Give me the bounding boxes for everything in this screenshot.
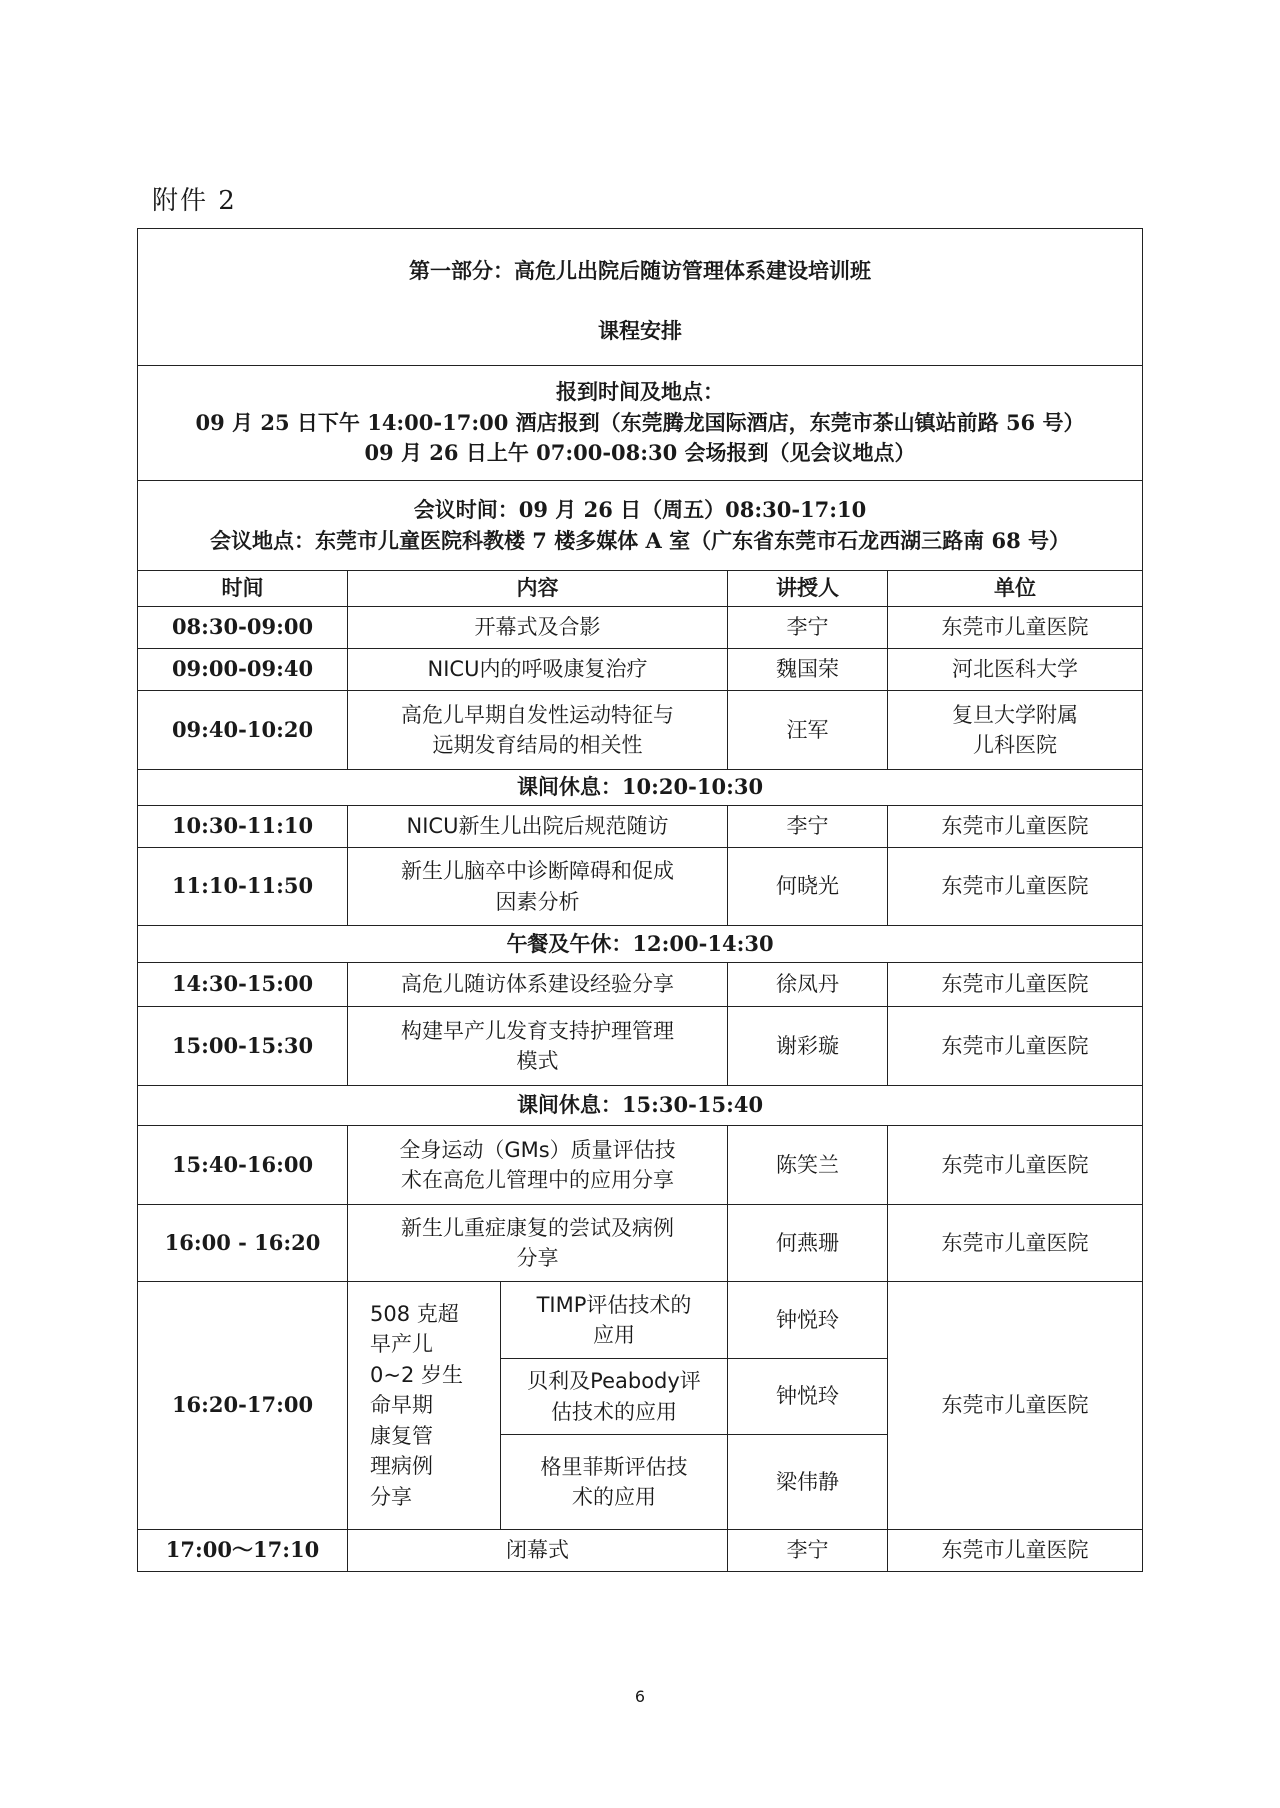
- content-line: 新生儿脑卒中诊断障碍和促成: [401, 859, 674, 884]
- row-time: 09:00-09:40: [138, 649, 348, 691]
- row-time: 14:30-15:00: [138, 963, 348, 1007]
- content-line: 贝利及Peabody评: [527, 1369, 701, 1394]
- content-line: 估技术的应用: [551, 1399, 677, 1424]
- meeting-cell: [138, 481, 1143, 571]
- content-line: 高危儿随访体系建设经验分享: [401, 972, 674, 997]
- row-speaker: 何燕珊: [728, 1205, 888, 1282]
- row-speaker: 魏国荣: [728, 649, 888, 691]
- registration-heading: 报到时间及地点：: [556, 379, 724, 405]
- row-content: [348, 1205, 728, 1282]
- content-line: 分享: [516, 1246, 559, 1270]
- header-speaker: 讲授人: [728, 571, 888, 607]
- registration-line-2: 09 月 26 日上午 07:00-08:30 会场报到（见会议地点）: [364, 440, 916, 466]
- content-line: 全身运动（GMs）质量评估技: [399, 1137, 676, 1162]
- break-row: [138, 1086, 1143, 1126]
- row-speaker: 李宁: [728, 607, 888, 649]
- row-time: 11:10-11:50: [138, 848, 348, 926]
- title-line-2: 课程安排: [598, 318, 682, 343]
- table-row: [138, 1126, 1143, 1205]
- unit-line: 儿科医院: [973, 733, 1057, 757]
- table-row: [138, 1205, 1143, 1282]
- row-speaker: 李宁: [728, 806, 888, 848]
- content-line: NICU新生儿出院后规范随访: [406, 814, 669, 839]
- break-label: 午餐及午休：12:00-14:30: [138, 926, 1143, 963]
- closing-row: [138, 1530, 1143, 1572]
- title-line-1: 第一部分：高危儿出院后随访管理体系建设培训班: [409, 257, 871, 283]
- table-row: [138, 806, 1143, 848]
- case-sub-content: [501, 1359, 728, 1435]
- content-line: TIMP评估技术的: [536, 1292, 692, 1317]
- unit-line: 东莞市儿童医院: [941, 874, 1089, 899]
- row-content: [348, 691, 728, 770]
- case-row: [138, 1282, 1143, 1359]
- content-line: 应用: [593, 1323, 635, 1347]
- table-row: [138, 1007, 1143, 1086]
- case-sub-speaker: 钟悦玲: [728, 1359, 888, 1435]
- header-row: [138, 571, 1143, 607]
- case-sub-speaker: 梁伟静: [728, 1435, 888, 1530]
- topic-line: 康复管: [370, 1423, 433, 1448]
- meeting-place: 会议地点：东莞市儿童医院科教楼 7 楼多媒体 A 室（广东省东莞市石龙西湖三路南 68 号）: [210, 527, 1070, 553]
- row-content: [348, 607, 728, 649]
- row-unit: [888, 1126, 1143, 1205]
- meeting-time: 会议时间：09 月 26 日（周五）08:30-17:10: [413, 497, 867, 523]
- header-content: 内容: [348, 571, 728, 607]
- unit-line: 东莞市儿童医院: [941, 615, 1089, 640]
- row-unit: [888, 1205, 1143, 1282]
- row-time: 09:40-10:20: [138, 691, 348, 770]
- content-line: 术在高危儿管理中的应用分享: [401, 1168, 674, 1192]
- table-row: [138, 691, 1143, 770]
- case-time: 16:20-17:00: [138, 1282, 348, 1530]
- unit-line: 东莞市儿童医院: [941, 1230, 1089, 1255]
- row-content: [348, 1126, 728, 1205]
- row-content: [348, 649, 728, 691]
- row-unit: [888, 607, 1143, 649]
- table-row: [138, 848, 1143, 926]
- row-unit: [888, 1007, 1143, 1086]
- row-speaker: 何晓光: [728, 848, 888, 926]
- case-unit: 东莞市儿童医院: [888, 1282, 1143, 1530]
- closing-speaker: 李宁: [728, 1530, 888, 1572]
- content-line: 因素分析: [495, 889, 580, 914]
- row-time: 08:30-09:00: [138, 607, 348, 649]
- row-time: 15:00-15:30: [138, 1007, 348, 1086]
- registration-cell: [138, 366, 1143, 481]
- case-topic: [348, 1282, 501, 1530]
- break-label: 课间休息：10:20-10:30: [138, 770, 1143, 806]
- break-row: [138, 926, 1143, 963]
- content-line: 格里菲斯评估技: [540, 1454, 688, 1479]
- content-line: 高危儿早期自发性运动特征与: [401, 702, 674, 727]
- row-speaker: 徐凤丹: [728, 963, 888, 1007]
- content-line: 远期发育结局的相关性: [432, 733, 643, 757]
- header-unit: 单位: [888, 571, 1143, 607]
- row-time: 10:30-11:10: [138, 806, 348, 848]
- closing-content: 闭幕式: [348, 1530, 728, 1572]
- topic-line: 理病例: [370, 1454, 433, 1479]
- closing-time: 17:00～17:10: [138, 1530, 348, 1572]
- row-content: [348, 806, 728, 848]
- topic-line: 0~2 岁生: [370, 1362, 463, 1387]
- content-line: 术的应用: [572, 1485, 656, 1509]
- topic-line: 命早期: [370, 1393, 433, 1418]
- table-row: [138, 963, 1143, 1007]
- case-sub-content: [501, 1282, 728, 1359]
- content-line: 模式: [516, 1049, 559, 1073]
- row-content: [348, 963, 728, 1007]
- row-time: 16:00 - 16:20: [138, 1205, 348, 1282]
- row-speaker: 陈笑兰: [728, 1126, 888, 1205]
- break-label: 课间休息：15:30-15:40: [138, 1086, 1143, 1126]
- unit-line: 河北医科大学: [952, 657, 1078, 682]
- unit-line: 复旦大学附属: [952, 702, 1078, 727]
- content-line: 开幕式及合影: [474, 615, 601, 640]
- row-unit: [888, 649, 1143, 691]
- row-unit: [888, 691, 1143, 770]
- unit-line: 东莞市儿童医院: [941, 972, 1089, 997]
- topic-line: 508 克超: [370, 1301, 459, 1326]
- content-line: NICU内的呼吸康复治疗: [427, 657, 648, 682]
- row-unit: [888, 806, 1143, 848]
- topic-line: 分享: [370, 1484, 412, 1509]
- unit-line: 东莞市儿童医院: [941, 1152, 1089, 1177]
- row-speaker: 谢彩璇: [728, 1007, 888, 1086]
- row-speaker: 汪军: [728, 691, 888, 770]
- row-time: 15:40-16:00: [138, 1126, 348, 1205]
- content-line: 新生儿重症康复的尝试及病例: [401, 1215, 674, 1240]
- row-content: [348, 848, 728, 926]
- attachment-label: 附件 2: [152, 186, 237, 216]
- case-sub-speaker: 钟悦玲: [728, 1282, 888, 1359]
- header-time: 时间: [138, 571, 348, 607]
- break-row: [138, 770, 1143, 806]
- page-number: 6: [634, 1687, 646, 1706]
- unit-line: 东莞市儿童医院: [941, 1033, 1089, 1058]
- case-sub-content: [501, 1435, 728, 1530]
- registration-line-1: 09 月 25 日下午 14:00-17:00 酒店报到（东莞腾龙国际酒店，东莞市茶山镇站前路 56 号）: [195, 409, 1085, 435]
- row-content: [348, 1007, 728, 1086]
- schedule-table: [137, 228, 1143, 1572]
- row-unit: [888, 848, 1143, 926]
- row-unit: [888, 963, 1143, 1007]
- table-row: [138, 649, 1143, 691]
- closing-unit: 东莞市儿童医院: [888, 1530, 1143, 1572]
- table-row: [138, 607, 1143, 649]
- topic-line: 早产儿: [370, 1332, 433, 1357]
- title-cell: [138, 229, 1143, 366]
- content-line: 构建早产儿发育支持护理管理: [401, 1018, 674, 1043]
- unit-line: 东莞市儿童医院: [941, 814, 1089, 839]
